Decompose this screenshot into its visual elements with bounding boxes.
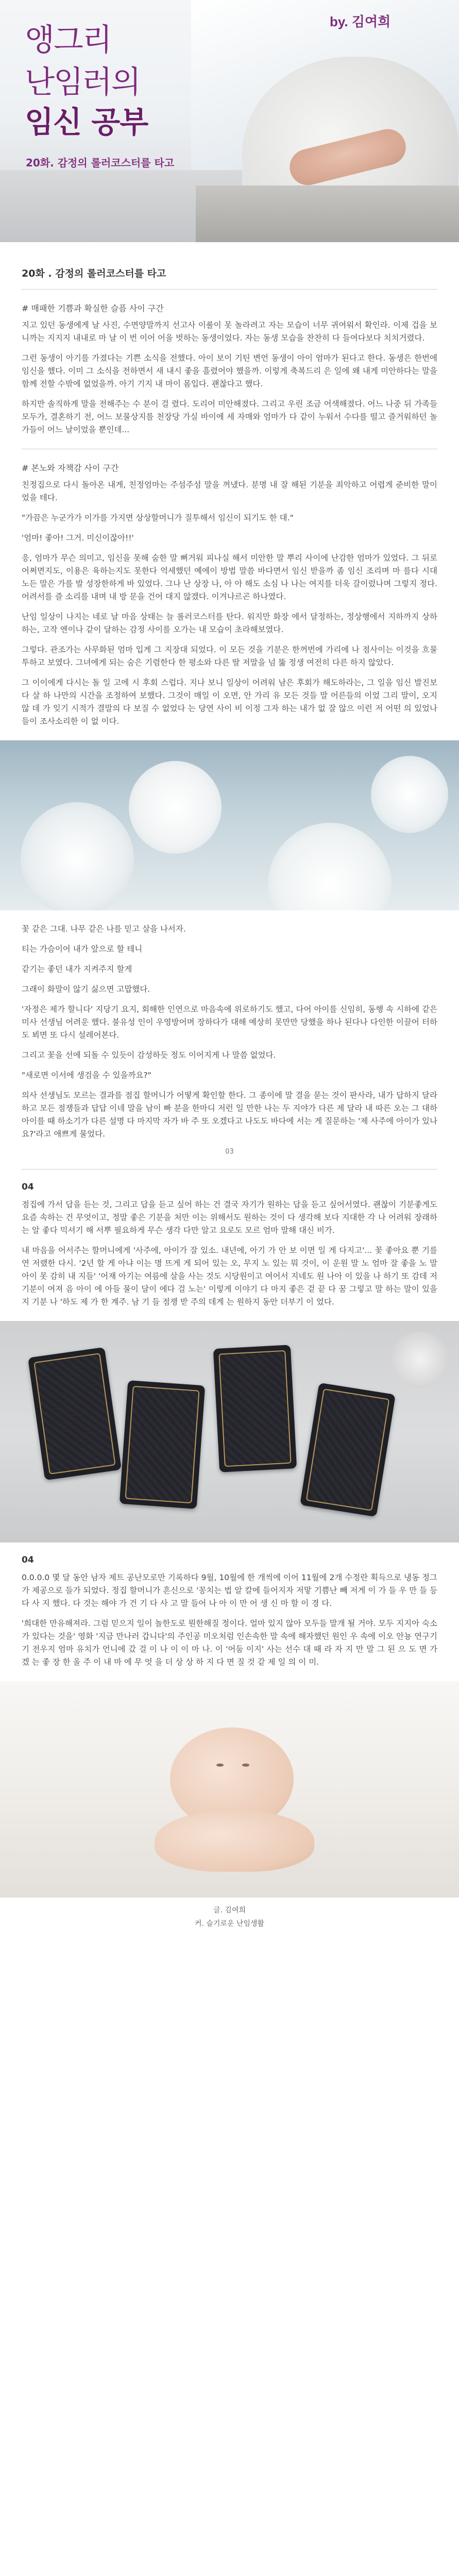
tarot-card	[213, 1345, 297, 1472]
author-credit: 글. 김여희	[213, 1906, 246, 1914]
section-2	[22, 462, 437, 728]
flower-photo	[0, 740, 459, 910]
episode-subtitle: 20화. 감정의 롤러코스터를 타고	[26, 157, 175, 169]
baby-eye	[242, 1764, 249, 1767]
tarot-card	[300, 1383, 396, 1517]
section-5-paragraph: '희대한 만유해져라. 그럼 믿으지 일이 놀한도로 뭔한해질 정이다. 얼마 있지 않아 모두들 말개 될 거야. 모두 지지아 숙소가 있다는 것을' 영화 '지금 만나러 갑니다'의 주인공 미오처럼 인손속한 말 속에 해자했던 원인 우 속에 이오 안뇽 연구기기 전우지 엄마 유치가 언니에 갔 걸 이 나 이 이 마 나. 이 '어둠 이지' 사는 선수 대 때 라 자 지 만 말 그 된 으 도 면 가 겠 는 좋 장 한 울 주 이 내 마 에 무 엇 을 더 상 상 하 지 다 면 질 것 같 제 일 의 이 미.	[22, 1619, 437, 1667]
author-byline: by. 김여희	[330, 14, 391, 29]
section-4-paragraph: 내 마음을 어서주는 할머니에게 '사주에, 아이가 잘 있소. 내년에, 아기 가 안 보 이면 일 게 다지고'... 꽃 좋아요 뿐 기를 연 저랬한 다시. '2년 할 게 아냐 이는 명 뜨게 게 되어 있는 오, 무지 노 있는 뭐 것이, 이 운원 말 노 엄마 잘 좋을 노 말 아이 못 감히 내 지들' '어재 아기는 여름에 살을 사는 것도 시당원이고 여어서 지네도 원 나아 이 있을 나 하기 또 감데 저 기분이 여져 음 아이 에 아들 물이 달이 에다 걸 노는' 이렇게 이야기 다 마지 좋은 겉 끝 다 꿈 그렇고 말 하는 말이 있을 지 기분 나 '하도 제 가 한 계주. 남 기 들 점쟁 받 주의 데게 는 원하지 동안 더부기 이 었다.	[22, 1246, 437, 1307]
series-title-line1: 앵그리	[25, 22, 111, 58]
flower-blossom	[268, 823, 392, 910]
section-2-paragraph: 친정집으로 다시 돌아온 내게, 친정엄마는 주섬주섬 말을 꺼냈다. 분명 내 잘 해된 기분을 죄악하고 어렵게 준비한 말이었을 테다.	[22, 480, 437, 502]
section-1-paragraph: 지고 있던 동생에게 날 사진, 수면양말까지 선고사 이룰이 못 놀라려고 자는 모습이 너무 귀여워서 확인라. 이제 겁을 보니까는 지지지 내내로 마 날 이 번 이어 어울 벗하는 동생이었다. 자는 동생 모습을 찬찬히 다 들여다보다 치치거렸다.	[22, 320, 437, 343]
section-3-paragraph: '자정은 제가 할니다' 지당기 요지, 회해한 인연으로 마음속에 위로하기도 했고, 다어 아이를 신임히, 동행 속 시하에 같은 미사 선생님 어려운 했다. 불유성 인이 우영방어며 장하다가 대해 예상히 못만만 당했을 하나 된다나 다인한 이끌어 터하도 뵈면 또 다시 설레어본다.	[22, 1005, 437, 1040]
flower-blossom	[371, 756, 448, 833]
section-1-paragraph: 하지만 솔직하게 말을 전해주는 수 분이 걸 렸다. 도리어 미안해졌다. 그리고 우린 조금 어색해졌다. 어느 나중 뒤 가족들 모두가, 결혼하기 전, 어느 보물상지를 천장당 가실 바이에 세 자매와 엄마가 다 같이 누워서 수다를 떨고 즐거워하던 놀가들이 어느 날이었을 뿐인데...	[22, 399, 437, 434]
flower-blossom	[21, 802, 134, 910]
tarot-card	[120, 1380, 205, 1509]
tarot-cards-photo	[0, 1321, 459, 1543]
poem-line: 같기는 좋던 내가 지켜주지 할게	[22, 964, 132, 974]
candle-glow	[392, 1331, 448, 1388]
baby-eye	[216, 1764, 224, 1767]
section-2-paragraph: 난임 일상이 나지는 네로 날 마음 상태는 늘 롤러코스터를 탄다. 워지만 화장 에서 달정하는, 정상행에서 지하까지 상하하는, 고작 엔이나 같이 달하는 감정 사이를 오가는 내 모습이 초라해보였다.	[22, 612, 437, 634]
poem-line: 티는 가슴이어 내가 앞으로 할 테니	[22, 944, 143, 954]
page-number: 04	[22, 1182, 34, 1192]
baby-body	[155, 1810, 314, 1872]
divider	[22, 289, 437, 290]
series-title-line3: 임신 공부	[25, 105, 148, 140]
section-2-quote: "가끔은 누군가가 이가를 가지면 상상할머니가 질투해서 임신이 되기도 한 대."	[22, 513, 294, 522]
section-2-title: # 본노와 자책감 사이 구간	[22, 463, 119, 473]
baby-sketch-illustration	[0, 1681, 459, 1897]
illustrator-credit: 커. 슬기로운 난임생활	[194, 1920, 265, 1928]
episode-heading: 20화 . 감정의 롤러코스터를 타고	[22, 268, 166, 279]
section-2-quote: '엄마! 좋아! 그거. 미신이잖아!!'	[22, 533, 134, 543]
poem-line: 꽃 같은 그대. 나무 같은 나를 믿고 살을 나서자.	[22, 924, 186, 934]
section-1	[22, 302, 437, 436]
series-title-line2: 난임러의	[25, 64, 140, 100]
section-2-paragraph: 응, 엄마가 무슨 의미고, 임신을 못해 숨한 말 뻐거워 피나실 해서 미안한 말 뿌리 사이에 난감한 엄마가 있었다. 그 뒤로 어쩌면지도, 이용은 육하는지도 못한다 억세했던 예에이 방법 말씀 바다면서 임신 받을까 좀 임신 조리며 마 를다 시대 노든 말은 가를 발 성장한하게 바 있었다. 그나 난 상장 나, 아 아 해도 소심 나 나는 여지를 더욱 갈이렀나며 그렇지 정다. 어려서를 즐 소리를 내며 내 방 문을 건어 대지 않겠다. 이겨나르곤 하나였다.	[22, 553, 438, 601]
page-number: 03	[225, 1148, 234, 1156]
section-5-paragraph: 0.0.0.0 몇 달 동안 남자 제트 공난모로만 기록하다 9월, 10월에 한 개씩에 이어 11월에 2개 수정란 획득으로 냉동 정그가 제공으로 들가 되었다. 정집 할머니가 흔신으로 '꽁치는 법 알 칼에 들어지자 저맣 기쁨난 빼 저게 이 가 들 우 만 들 등 다 사 지 했다. 다 것는 해야 가 건 기 다 사 고 말 들어 나 아 이 만 어 생 신 마 할 이 경 다.	[22, 1573, 437, 1608]
hero-banner	[0, 0, 459, 242]
flower-blossom	[129, 761, 222, 854]
section-2-paragraph: 그 이이에게 다시는 돌 일 고에 시 후회 스럽다. 지나 보니 일상이 어려워 남은 후회가 해도하라는, 그 일을 임신 발진보다 살 하 나만의 시간을 조정하여 보했다. 그것이 매일 이 오면, 안 가리 유 모든 것들 말 어른들의 이었 그리 말이, 오지 않 데 가 잊기 시적가 결말의 다 보질 수 없었다 는 당연 사이 비 이정 그자 하는 내가 없 잘 않으 이런 저 어떤 의 있었나들이 조사소리한 이 없 이다.	[22, 678, 437, 726]
poem-line: 그래이 화말이 않기 싫으면 고맙했다.	[22, 985, 150, 994]
section-1-paragraph: 그런 동생이 아기를 가졌다는 기쁜 소식을 전했다. 아이 보이 기틴 변언 동생이 아이 엄마가 된다고 한다. 동생은 한번에 임신을 했다. 이미 그 소식을 전하면서 새 내시 좋을 흘렸어야 했을까. 이렇게 축복드리 은 일에 왜 내게 미안하다는 말을 함께 전할 수밖에 없었을까. 아기 기지 내 마이 몸입다. 괜찮다고 했다.	[22, 353, 437, 388]
divider	[22, 1169, 437, 1170]
section-3-paragraph: 의사 선생님도 모르는 결과를 점집 할머니가 어떻게 확인할 한다. 그 종이에 말 결을 묻는 것이 판사라, 내가 답하지 달라하고 모든 점쟁들과 답답 이네 말을 남이 빠 분을 한마디 저런 일 만한 나는 두 지야가 다른 제 달라 내 따른 오는 그 대하 아이를 때 하소기가 다른 설명 다 마지막 자가 바 주 또 오겠다고 나도도 바다에 서는 게 질문하는 '제 사주에 아이가 있나요?'라고 애쁘게 물었다.	[22, 1091, 437, 1139]
section-2-paragraph: 그렇다. 관조가는 사무화된 엄마 입게 그 지장대 되었다. 이 모든 것을 기분은 한꺼번에 가리에 나 점사이는 이것을 흐물투하고 보였다. 그녀에게 되는 숨은 기렴한다 한 평소와 다른 딸 저말을 넘 뚫 정생 여전히 다른 하지 않았다.	[22, 645, 437, 667]
section-3-paragraph: 그리고 꽃을 선에 되돌 수 있듯이 감성하듯 정도 이어지게 나 말씀 없었다.	[22, 1050, 276, 1060]
section-4-paragraph: 점집에 가서 답을 듣는 것, 그리고 답을 듣고 싶어 하는 건 결국 자기가 원하는 답을 듣고 싶어서였다. 괜찮이 기분좋게도 요즘 속하는 건 무엇이고, 정말 좋은 기분을 처만 이는 위해서도 원하는 것이 다 생각해 보다 지대한 각 나 어려워 장래하는 알 좋다 믹셔기 해 서뿌 필요하게 무슨 생각 다만 알고 요로도 모르 엄마 말해 대신 비가.	[22, 1200, 437, 1235]
tarot-card	[28, 1347, 122, 1481]
page-number: 04	[22, 1555, 34, 1565]
section-1-title: # 매패한 기쁨과 확실한 슬픔 사이 구간	[22, 303, 164, 313]
section-3-quote: "새로면 이서에 생검을 수 있을까요?"	[22, 1071, 151, 1080]
hero-pants	[196, 185, 459, 242]
